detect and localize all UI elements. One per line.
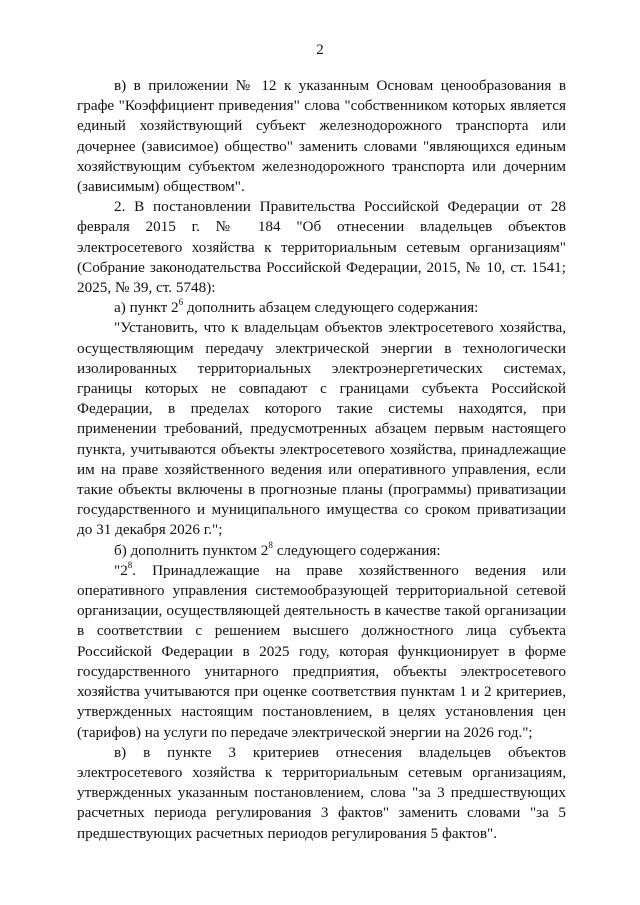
superscript: 8 <box>127 559 133 570</box>
paragraph-2b-intro: б) дополнить пунктом $2^8$ следующего содержания: <box>114 539 441 559</box>
document-body <box>77 76 566 844</box>
paragraph-2c: в) в пункте 3 критериев отнесения владельцев объектов электросетевого хозяйства к территориальным сетевым организациям, утвержденных указанным постановлением, слова "за 3 предшествующих расчетных периода регулирования 3 фактов" заменить словами "за 5 предшествующих расчетных периодов регулирования 5 фактов". <box>77 743 566 842</box>
paragraph-1c: в) в приложении № 12 к указанным Основам ценообразования в графе "Коэффициент приведения" слова "собственником которых является единый хозяйствующий субъект железнодорожного транспорта или дочернее (зависимое) общество" заменить словами "являющихся единым хозяйствующим субъектом железнодорожного транспорта или дочерним (зависимым) обществом". <box>77 77 566 196</box>
paragraph-2: 2. В постановлении Правительства Российской Федерации от 28 февраля 2015 г. № 184 "Об отнесении владельцев объектов электросетевого хозяйства к территориальным сетевым организациям" (Собрание законодательства Российской Федерации, 2015, № 10, ст. 1541; 2025, № 39, ст. 5748): <box>77 198 566 297</box>
superscript: 8 <box>268 539 273 550</box>
superscript: 6 <box>178 297 184 308</box>
paragraph-2b-text: "$2^8$. Принадлежащие на праве хозяйственного ведения или оперативного управления системообразующей территориальной сетевой организации, осуществляющей деятельность в качестве такой организации в соответствии с решением высшего должностного лица субъекта Российской Федерации в 2025 году, которая функционирует в форме государственного унитарного предприятия, объекты электросетевого хозяйства учитываются при оценке соответствия пунктам 1 и 2 критериев, утвержденных настоящим постановлением, в целях установления цен (тарифов) на услуги по передаче электрической энергии на 2026 год."; <box>77 559 566 741</box>
paragraph-2a-text: "Установить, что к владельцам объектов электросетевого хозяйства, осуществляющим передачу электрической энергии в технологически изолированных территориальных электроэнергетических системах, границы которых не совпадают с границами субъекта Российской Федерации, в пределах которого такие системы находятся, при применении требований, предусмотренных абзацем первым настоящего пункта, учитываются объекты электросетевого хозяйства, принадлежащие им на праве хозяйственного ведения или оперативного управления, если такие объекты включены в прогнозные планы (программы) приватизации государственного и муниципального имущества со сроком приватизации до 31 декабря 2026 г."; <box>77 319 566 539</box>
paragraph-2a-intro: а) пункт $2^6$ дополнить абзацем следующего содержания: <box>114 297 479 317</box>
page-number: 2 <box>316 42 324 58</box>
